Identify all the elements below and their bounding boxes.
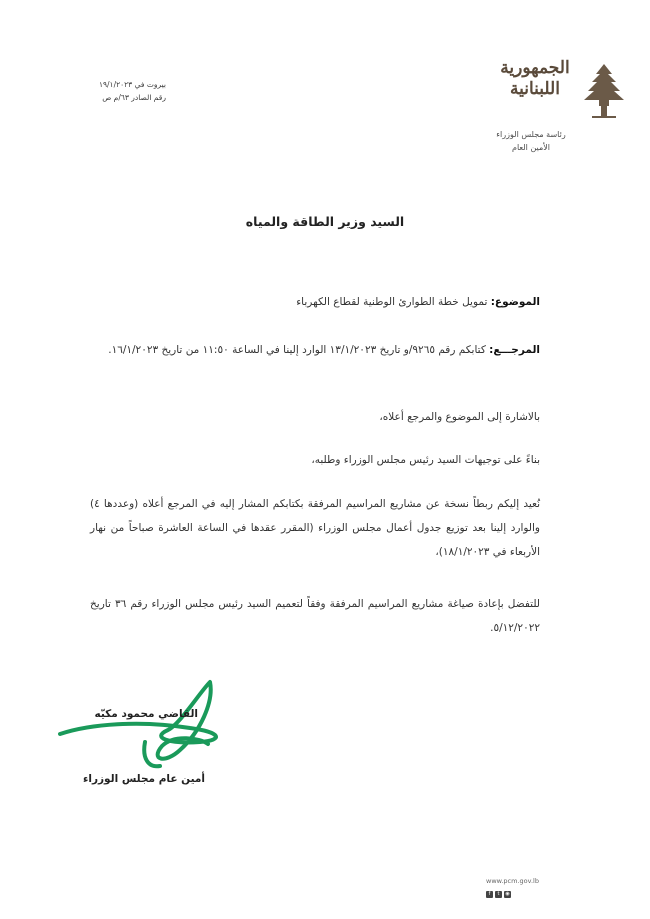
date-block bbox=[80, 78, 166, 104]
body-paragraph-3: نُعيد إليكم ربطاً نسخة عن مشاريع المراسيم المرفقة بكتابكم المشار إليه في المرجع أعلاه (وعددها ٤) والوارد إلينا بعد توزيع جدول أعمال مجلس الوزراء (المقرر عقدها في الساعة العاشرة صباحاً من نهار الأربعاء في ١٨/١/٢٠٢٣)، bbox=[90, 498, 540, 558]
reference-label: المرجـــع: bbox=[489, 344, 540, 356]
reference-number: رقم الصادر ٦٣/م ص bbox=[102, 93, 166, 102]
subject-label: الموضوع: bbox=[490, 296, 540, 308]
facebook-icon[interactable]: f bbox=[486, 891, 493, 898]
office-name bbox=[486, 128, 576, 154]
body-paragraph-4: للتفضل بإعادة صياغة مشاريع المراسيم المرفقة وفقاً لتعميم السيد رئيس مجلس الوزراء رقم ٣٦ تاريخ ٥/١٢/٢٠٢٢. bbox=[90, 598, 540, 634]
republic-name: الجمهورية اللبنانية bbox=[500, 58, 570, 99]
body-paragraph-1: بالاشارة إلى الموضوع والمرجع أعلاه، bbox=[379, 411, 540, 423]
twitter-icon[interactable]: t bbox=[495, 891, 502, 898]
signatory-title: أمين عام مجلس الوزراء bbox=[83, 773, 205, 785]
addressee: السيد وزير الطاقة والمياه bbox=[245, 214, 405, 229]
office-line-2: الأمين العام bbox=[511, 143, 551, 152]
reference-text: كتابكم رقم ٩٢٦٥/و تاريخ ١٣/١/٢٠٢٣ الوارد إلينا في الساعة ١١:٥٠ من تاريخ ١٦/١/٢٠٢٣. bbox=[108, 344, 486, 356]
social-icons bbox=[486, 891, 511, 898]
body-paragraph-2: بناءً على توجيهات السيد رئيس مجلس الوزراء وطلبه، bbox=[311, 454, 540, 466]
signatory-name: القاضي محمود مكيّه bbox=[94, 708, 198, 720]
handwritten-signature bbox=[50, 672, 260, 772]
date-line: بيروت في ١٩/١/٢٠٢٣ bbox=[98, 80, 166, 89]
subject-text: تمويل خطة الطوارئ الوطنية لقطاع الكهرباء bbox=[296, 296, 488, 308]
subject-line bbox=[90, 290, 540, 314]
footer-website[interactable]: www.pcm.gov.lb bbox=[486, 877, 539, 885]
reference-line bbox=[90, 338, 540, 362]
cedar-icon bbox=[578, 62, 630, 120]
instagram-icon[interactable]: ◉ bbox=[505, 891, 510, 897]
office-line-1: رئاسة مجلس الوزراء bbox=[496, 130, 566, 139]
letterhead bbox=[480, 58, 630, 168]
